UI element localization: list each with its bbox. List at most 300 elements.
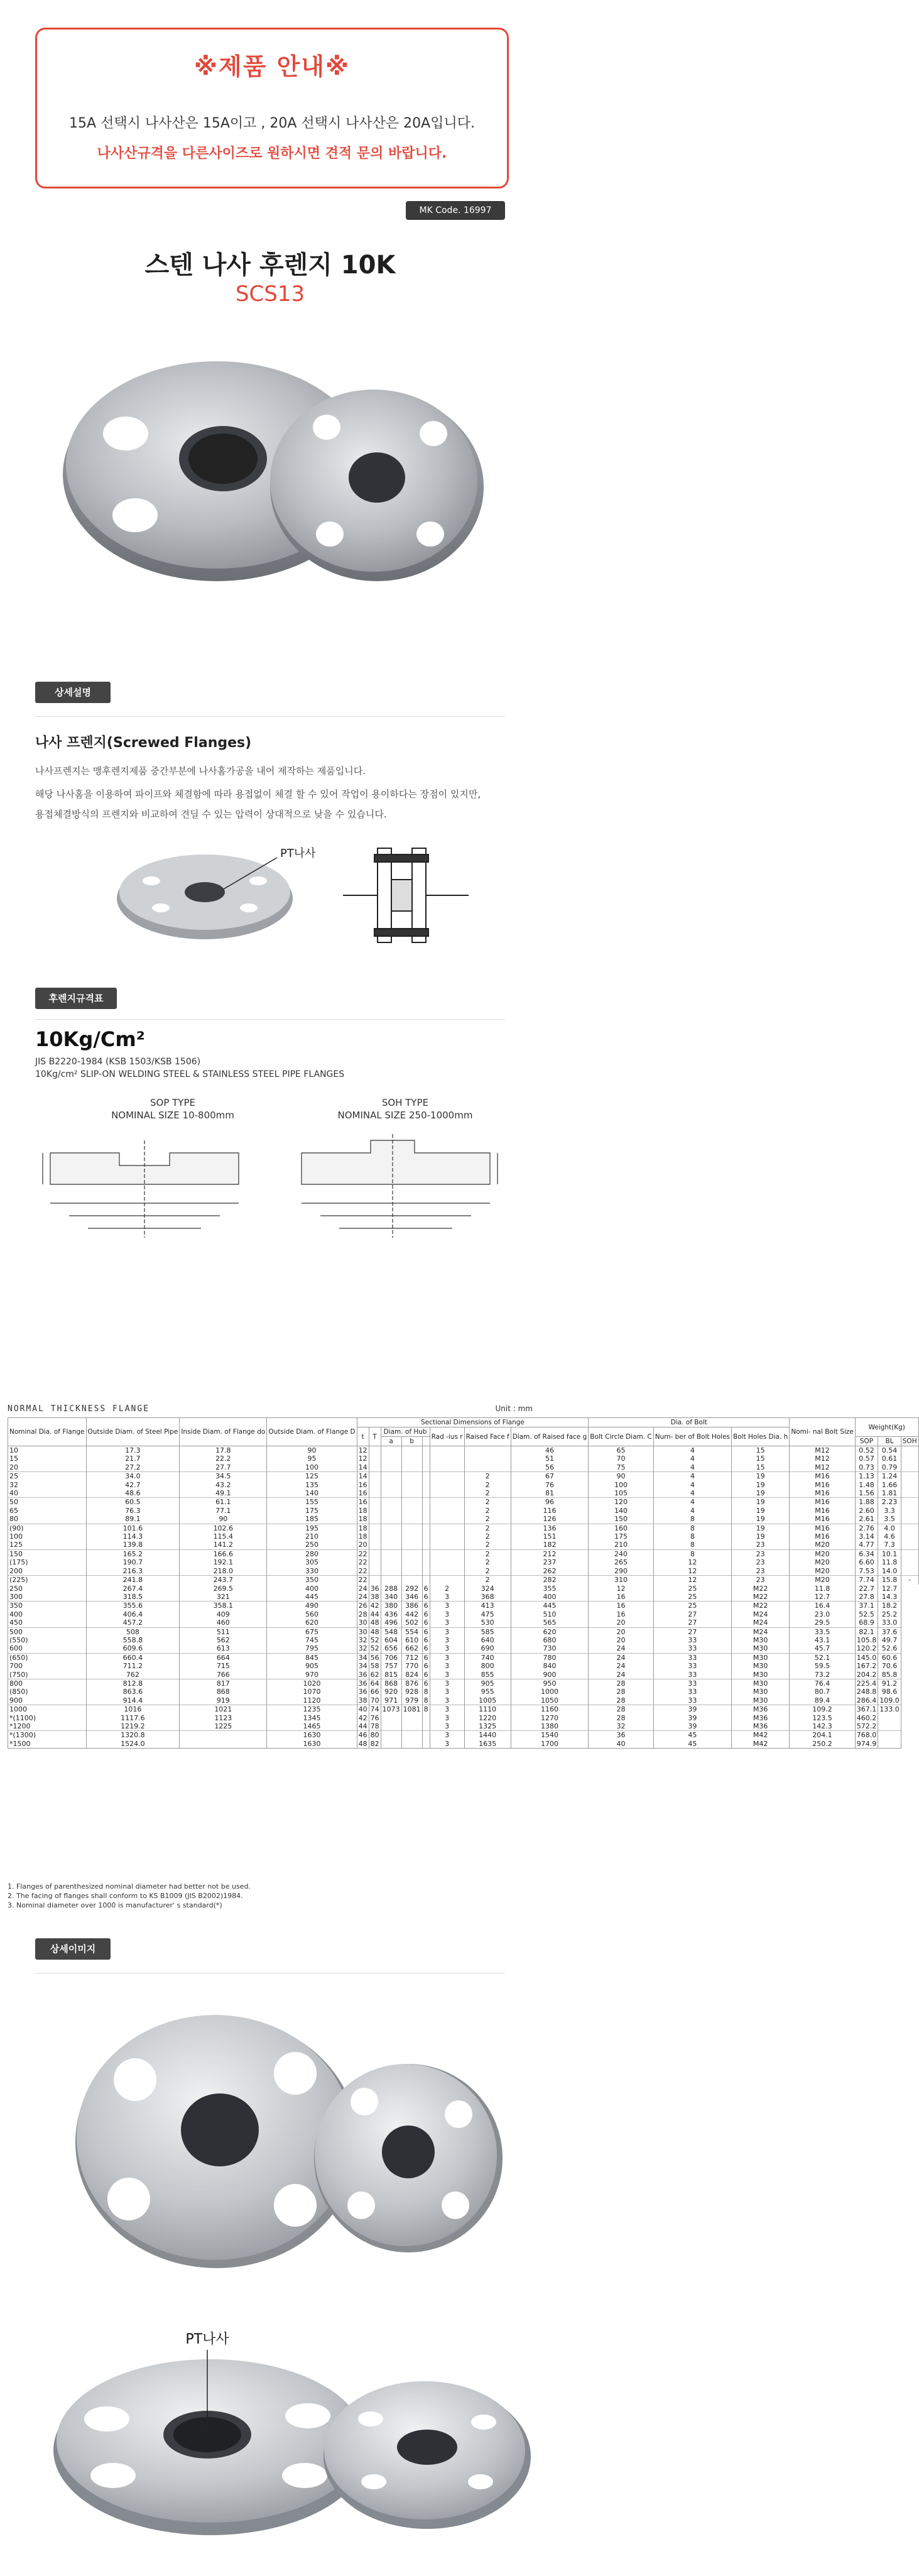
table-cell <box>381 1731 401 1740</box>
table-cell: 22 <box>357 1549 369 1558</box>
col-b2 <box>422 1437 430 1446</box>
table-cell: 558.8 <box>86 1636 180 1644</box>
table-row <box>8 1705 919 1714</box>
table-cell: 475 <box>464 1610 511 1618</box>
table-cell <box>901 1567 918 1576</box>
table-cell: 34 <box>357 1653 369 1662</box>
table-cell <box>381 1489 401 1498</box>
notice-box <box>35 28 509 188</box>
table-cell: M16 <box>790 1472 855 1481</box>
table-cell <box>401 1472 422 1481</box>
table-cell: 1020 <box>267 1679 357 1688</box>
table-cell: 126 <box>511 1515 589 1524</box>
table-cell: 2 <box>464 1472 511 1481</box>
table-cell: 920 <box>381 1688 401 1696</box>
table-cell <box>369 1454 381 1463</box>
table-cell: 1540 <box>511 1731 589 1740</box>
table-cell: 3 <box>430 1722 464 1731</box>
table-cell: 350 <box>8 1602 87 1610</box>
table-cell: 90 <box>267 1446 357 1455</box>
table-row <box>8 1567 919 1576</box>
spec-table-body <box>8 1446 919 1749</box>
table-cell: 762 <box>86 1671 180 1679</box>
table-cell: 868 <box>381 1679 401 1688</box>
table-cell <box>422 1454 430 1463</box>
table-cell <box>901 1532 918 1541</box>
table-cell: 48 <box>369 1618 381 1627</box>
table-cell: 955 <box>464 1688 511 1696</box>
table-cell: 17.3 <box>86 1446 180 1455</box>
col-soh: SOH <box>901 1437 918 1446</box>
table-cell <box>369 1446 381 1455</box>
table-cell: 12 <box>653 1567 731 1576</box>
table-cell: 23 <box>732 1549 790 1558</box>
table-cell: 1117.6 <box>86 1714 180 1722</box>
table-cell <box>901 1549 918 1558</box>
table-cell: 4 <box>653 1454 731 1463</box>
table-cell: 20 <box>589 1627 654 1636</box>
table-cell: 324 <box>464 1585 511 1593</box>
table-cell: M12 <box>790 1454 855 1463</box>
table-cell: M20 <box>790 1558 855 1566</box>
table-cell: 1630 <box>267 1731 357 1740</box>
table-cell: 52.5 <box>855 1610 878 1618</box>
table-cell <box>464 1463 511 1472</box>
table-cell: 141.2 <box>180 1541 267 1549</box>
table-cell <box>901 1515 918 1524</box>
table-cell: 18.2 <box>878 1602 901 1610</box>
col-a: a <box>381 1437 401 1446</box>
table-cell: 1016 <box>86 1705 180 1714</box>
table-cell: 12 <box>357 1446 369 1455</box>
table-cell: 413 <box>464 1602 511 1610</box>
table-cell: 14.0 <box>878 1567 901 1576</box>
table-cell: 450 <box>8 1618 87 1627</box>
table-cell <box>901 1524 918 1532</box>
table-cell <box>422 1524 430 1532</box>
table-cell <box>369 1507 381 1515</box>
table-cell: 286.4 <box>855 1696 878 1705</box>
table-cell: 445 <box>511 1602 589 1610</box>
table-cell <box>430 1541 464 1549</box>
table-cell: 43.2 <box>180 1481 267 1489</box>
table-cell: 511 <box>180 1627 267 1636</box>
table-cell: 6.60 <box>855 1558 878 1566</box>
table-cell: 56 <box>369 1653 381 1662</box>
table-cell: 8 <box>653 1532 731 1541</box>
table-cell: 19 <box>732 1507 790 1515</box>
table-cell: M16 <box>790 1515 855 1524</box>
table-cell <box>464 1446 511 1455</box>
col-diam-hub: Diam. of Hub <box>381 1427 430 1437</box>
table-cell: 140 <box>589 1507 654 1515</box>
table-cell <box>401 1524 422 1532</box>
table-cell: 23 <box>732 1558 790 1566</box>
table-cell: 19 <box>732 1481 790 1489</box>
col-nominal-bolt: Nomi- nal Bolt Size <box>790 1418 855 1446</box>
table-cell <box>369 1549 381 1558</box>
table-cell: 496 <box>381 1618 401 1627</box>
table-cell <box>901 1498 918 1507</box>
table-cell: 115.4 <box>180 1532 267 1541</box>
table-cell: 1000 <box>8 1705 87 1714</box>
table-cell: 80 <box>369 1731 381 1740</box>
table-cell: 1325 <box>464 1722 511 1731</box>
table-cell: 42.7 <box>86 1481 180 1489</box>
table-cell <box>422 1472 430 1481</box>
table-cell: 150 <box>8 1549 87 1558</box>
table-cell: M12 <box>790 1463 855 1472</box>
table-cell: 280 <box>267 1549 357 1558</box>
table-cell: 136 <box>511 1524 589 1532</box>
table-cell <box>878 1714 901 1722</box>
table-cell: 23 <box>732 1541 790 1549</box>
table-cell: 66 <box>369 1688 381 1696</box>
table-cell: 250.2 <box>790 1740 855 1749</box>
table-cell: 1110 <box>464 1705 511 1714</box>
table-cell: 20 <box>589 1618 654 1627</box>
table-cell: 73.2 <box>790 1671 855 1679</box>
table-cell: 95 <box>267 1454 357 1463</box>
table-cell: 89.4 <box>790 1696 855 1705</box>
table-cell: M12 <box>790 1446 855 1455</box>
table-cell: 28 <box>589 1679 654 1688</box>
table-cell: 27 <box>653 1610 731 1618</box>
table-cell: 6 <box>422 1662 430 1670</box>
table-cell: 15 <box>732 1463 790 1472</box>
table-cell: *1500 <box>8 1740 87 1749</box>
table-cell: 49.7 <box>878 1636 901 1644</box>
table-cell: 74 <box>369 1705 381 1714</box>
table-cell: 105 <box>589 1489 654 1498</box>
table-cell <box>381 1498 401 1507</box>
table-cell: 18 <box>357 1532 369 1541</box>
table-cell: M16 <box>790 1481 855 1489</box>
table-cell: 114.3 <box>86 1532 180 1541</box>
table-cell: 33 <box>653 1671 731 1679</box>
table-cell: 3 <box>430 1636 464 1644</box>
table-cell: 6 <box>422 1585 430 1593</box>
table-cell: 40 <box>357 1705 369 1714</box>
table-cell: 950 <box>511 1679 589 1688</box>
table-cell: 77.1 <box>180 1507 267 1515</box>
table-cell: 3 <box>430 1714 464 1722</box>
table-row <box>8 1507 919 1515</box>
table-row <box>8 1671 919 1679</box>
table-cell <box>430 1481 464 1489</box>
table-cell: 824 <box>401 1671 422 1679</box>
table-cell: 123.5 <box>790 1714 855 1722</box>
table-cell: 565 <box>511 1618 589 1627</box>
flange-spec-table <box>8 1417 919 1749</box>
notice-line-2: 나사산규격을 다른사이즈로 원하시면 견적 문의 바랍니다. <box>97 146 447 161</box>
table-cell: 16 <box>589 1602 654 1610</box>
table-cell: 135 <box>267 1481 357 1489</box>
soh-type-label <box>327 1096 484 1122</box>
table-cell: 267.4 <box>86 1585 180 1593</box>
table-cell: 48 <box>357 1740 369 1749</box>
table-cell: M36 <box>732 1705 790 1714</box>
product-title: 스텐 나사 후렌지 10K <box>144 251 396 280</box>
table-cell: 76.3 <box>86 1507 180 1515</box>
table-cell: 406.4 <box>86 1610 180 1618</box>
table-cell <box>430 1567 464 1576</box>
col-outside-flange: Outside Diam. of Flange D <box>267 1418 357 1446</box>
table-cell: 38 <box>369 1593 381 1602</box>
table-cell: 3 <box>430 1696 464 1705</box>
table-cell: 6 <box>422 1653 430 1662</box>
col-bolt-dia: Bolt Holes Dia. h <box>732 1427 790 1446</box>
table-cell: 100 <box>589 1481 654 1489</box>
table-cell: M24 <box>732 1627 790 1636</box>
table-cell: 380 <box>381 1602 401 1610</box>
table-cell: 6 <box>422 1671 430 1679</box>
table-cell: 12 <box>589 1585 654 1593</box>
table-cell: M42 <box>732 1740 790 1749</box>
table-cell: 98.6 <box>878 1688 901 1696</box>
table-cell: 457.2 <box>86 1618 180 1627</box>
col-outside-steel: Outside Diam. of Steel Pipe <box>86 1418 180 1446</box>
table-cell: 288 <box>381 1585 401 1593</box>
table-cell <box>422 1498 430 1507</box>
table-cell: 770 <box>401 1662 422 1670</box>
table-cell: (90) <box>8 1524 87 1532</box>
table-cell: M20 <box>790 1541 855 1549</box>
table-cell: 39 <box>653 1714 731 1722</box>
table-cell: 11.8 <box>878 1558 901 1566</box>
col-bl: BL <box>878 1437 901 1446</box>
table-cell: 56 <box>511 1463 589 1472</box>
table-cell: 1.24 <box>878 1472 901 1481</box>
table-cell: 139.8 <box>86 1541 180 1549</box>
table-cell: 604 <box>381 1636 401 1644</box>
table-cell: 358.1 <box>180 1602 267 1610</box>
product-subtitle: SCS13 <box>235 281 305 307</box>
table-cell: 745 <box>267 1636 357 1644</box>
table-cell: 185 <box>267 1515 357 1524</box>
table-row <box>8 1602 919 1610</box>
table-cell: M16 <box>790 1532 855 1541</box>
table-cell: M30 <box>732 1653 790 1662</box>
table-cell: 61.1 <box>180 1498 267 1507</box>
table-cell: 675 <box>267 1627 357 1636</box>
table-cell: 8 <box>653 1524 731 1532</box>
table-cell: 8 <box>422 1696 430 1705</box>
table-cell: 142.3 <box>790 1722 855 1731</box>
table-cell <box>401 1481 422 1489</box>
table-cell <box>422 1558 430 1566</box>
table-cell <box>180 1740 267 1749</box>
table-cell: 905 <box>464 1679 511 1688</box>
table-cell: 109.0 <box>878 1696 901 1705</box>
table-cell: 96 <box>511 1498 589 1507</box>
table-cell: 1160 <box>511 1705 589 1714</box>
table-cell: 34 <box>357 1662 369 1670</box>
table-cell: 730 <box>511 1644 589 1653</box>
table-cell: 24 <box>357 1585 369 1593</box>
table-cell <box>381 1532 401 1541</box>
table-cell: 22 <box>357 1567 369 1576</box>
table-cell <box>430 1558 464 1566</box>
table-cell <box>901 1481 918 1489</box>
table-cell: 442 <box>401 1610 422 1618</box>
table-cell: 3 <box>430 1662 464 1670</box>
table-cell: 90 <box>589 1472 654 1481</box>
table-cell <box>422 1489 430 1498</box>
table-cell: 4 <box>653 1463 731 1472</box>
table-cell: 0.52 <box>855 1446 878 1455</box>
table-cell <box>901 1463 918 1472</box>
table-cell: 680 <box>511 1636 589 1644</box>
table-cell: 572.2 <box>855 1722 878 1731</box>
table-cell <box>430 1463 464 1472</box>
table-row <box>8 1731 919 1740</box>
table-cell: 24 <box>589 1671 654 1679</box>
table-cell: (750) <box>8 1671 87 1679</box>
table-cell: 585 <box>464 1627 511 1636</box>
table-cell: M30 <box>732 1644 790 1653</box>
table-cell: 1.81 <box>878 1489 901 1498</box>
table-cell: 42 <box>357 1714 369 1722</box>
table-cell <box>381 1541 401 1549</box>
table-cell: 100 <box>267 1463 357 1472</box>
table-cell: 282 <box>511 1576 589 1585</box>
table-cell: 192.1 <box>180 1558 267 1566</box>
table-row <box>8 1489 919 1498</box>
table-cell: 48 <box>369 1627 381 1636</box>
table-cell: 355.6 <box>86 1602 180 1610</box>
table-cell: 45.7 <box>790 1644 855 1653</box>
table-cell: (850) <box>8 1688 87 1696</box>
table-cell: 19 <box>732 1498 790 1507</box>
table-cell: 3 <box>430 1731 464 1740</box>
table-cell: 23.0 <box>790 1610 855 1618</box>
table-cell: 1630 <box>267 1740 357 1749</box>
table-cell: 715 <box>180 1662 267 1670</box>
table-cell <box>381 1454 401 1463</box>
table-cell: 27.2 <box>86 1463 180 1472</box>
table-title: NORMAL THICKNESS FLANGE <box>8 1404 150 1414</box>
table-cell: 165.2 <box>86 1549 180 1558</box>
table-row <box>8 1498 919 1507</box>
table-cell: 795 <box>267 1644 357 1653</box>
table-cell: 2.61 <box>855 1515 878 1524</box>
table-cell: M30 <box>732 1696 790 1705</box>
table-row <box>8 1636 919 1644</box>
table-cell: 12 <box>653 1576 731 1585</box>
table-cell: 620 <box>511 1627 589 1636</box>
spec-standard: JIS B2220-1984 (KSB 1503/KSB 1506) <box>35 1057 201 1067</box>
table-cell: 216.3 <box>86 1567 180 1576</box>
table-cell <box>401 1532 422 1541</box>
table-cell: 24 <box>589 1653 654 1662</box>
col-rad: Rad -ius r <box>430 1427 464 1446</box>
col-inside-flange: Inside Diam. of Flange do <box>180 1418 267 1446</box>
table-cell: 18 <box>357 1524 369 1532</box>
table-cell: 102.6 <box>180 1524 267 1532</box>
table-cell <box>369 1567 381 1576</box>
table-cell <box>381 1714 401 1722</box>
table-row <box>8 1653 919 1662</box>
table-cell: 42 <box>369 1602 381 1610</box>
table-cell: 1635 <box>464 1740 511 1749</box>
table-cell <box>401 1507 422 1515</box>
table-cell: 3 <box>430 1610 464 1618</box>
table-cell: 24 <box>589 1644 654 1653</box>
table-cell: 46 <box>511 1446 589 1455</box>
table-cell: 1440 <box>464 1731 511 1740</box>
table-cell <box>901 1472 918 1481</box>
table-cell: 167.2 <box>855 1662 878 1670</box>
table-cell <box>369 1532 381 1541</box>
table-cell: M30 <box>732 1671 790 1679</box>
table-cell <box>422 1714 430 1722</box>
table-cell: 52.1 <box>790 1653 855 1662</box>
table-cell <box>401 1740 422 1749</box>
table-cell: 20 <box>589 1636 654 1644</box>
table-cell: 508 <box>86 1627 180 1636</box>
table-cell: 1219.2 <box>86 1722 180 1731</box>
table-row <box>8 1679 919 1688</box>
table-cell: 6 <box>422 1602 430 1610</box>
table-cell: 100 <box>8 1532 87 1541</box>
table-cell: 845 <box>267 1653 357 1662</box>
section-divider <box>35 716 505 717</box>
sop-type-label <box>94 1096 251 1122</box>
table-cell: 78 <box>369 1722 381 1731</box>
table-cell: M20 <box>790 1549 855 1558</box>
detail-photo-thread <box>0 2293 540 2557</box>
table-cell: 120 <box>589 1498 654 1507</box>
table-cell: 2.76 <box>855 1524 878 1532</box>
soh-type-size: NOMINAL SIZE 250-1000mm <box>337 1110 473 1121</box>
table-cell: 876 <box>401 1679 422 1688</box>
table-cell: 25 <box>653 1602 731 1610</box>
table-cell: 89.1 <box>86 1515 180 1524</box>
table-cell <box>422 1481 430 1489</box>
table-cell: 16 <box>357 1481 369 1489</box>
table-cell: 18 <box>357 1515 369 1524</box>
table-cell: 11.8 <box>790 1585 855 1593</box>
table-cell: 840 <box>511 1662 589 1670</box>
table-cell: 1021 <box>180 1705 267 1714</box>
table-cell: 3 <box>430 1593 464 1602</box>
table-cell: 38 <box>357 1696 369 1705</box>
table-cell: 140 <box>267 1489 357 1498</box>
table-cell <box>180 1731 267 1740</box>
table-cell: 530 <box>464 1618 511 1627</box>
table-cell: 116 <box>511 1507 589 1515</box>
table-cell: 12.7 <box>790 1593 855 1602</box>
table-cell <box>369 1515 381 1524</box>
table-row <box>8 1463 919 1472</box>
table-cell: 4 <box>653 1507 731 1515</box>
table-cell: 768.0 <box>855 1731 878 1740</box>
table-cell: 2 <box>464 1515 511 1524</box>
table-cell <box>430 1576 464 1585</box>
table-cell: 30 <box>357 1618 369 1627</box>
table-cell <box>381 1576 401 1585</box>
table-cell: 34.0 <box>86 1472 180 1481</box>
table-cell <box>381 1507 401 1515</box>
table-cell: 700 <box>8 1662 87 1670</box>
hero-flange-photo <box>0 327 540 591</box>
table-cell: 27 <box>653 1627 731 1636</box>
table-cell <box>401 1576 422 1585</box>
table-cell: 32 <box>8 1481 87 1489</box>
table-cell: 548 <box>381 1627 401 1636</box>
table-cell: (550) <box>8 1636 87 1644</box>
